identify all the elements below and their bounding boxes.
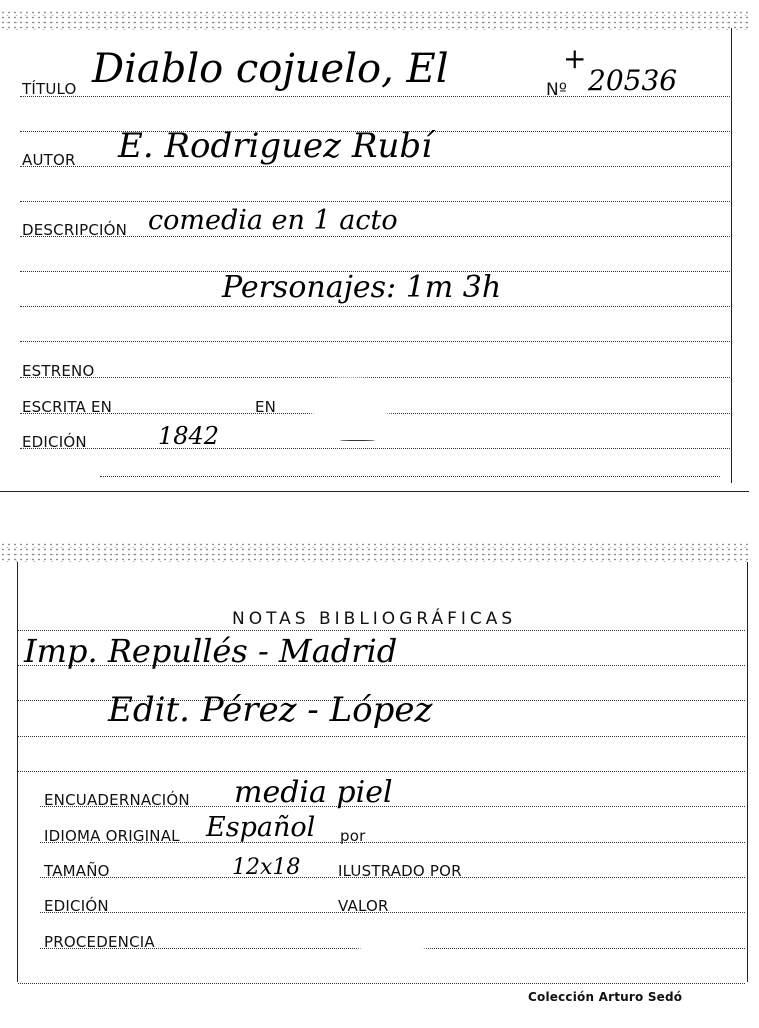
bottom-card-edge-noise: [0, 542, 749, 562]
encuadernacion-label: ENCUADERNACIÓN: [44, 791, 190, 809]
por-label: por: [340, 827, 366, 845]
valor-label: VALOR: [338, 897, 389, 915]
rule-line: [18, 736, 745, 737]
en-label: EN: [255, 398, 277, 416]
erased-mark: [315, 380, 385, 442]
rule-line: [20, 201, 730, 202]
stroke-mark: [340, 440, 375, 441]
ilustrado-label: ILUSTRADO POR: [338, 862, 462, 880]
personajes-value: Personajes: 1m 3h: [222, 270, 502, 305]
edicion-label: EDICIÓN: [44, 897, 109, 915]
encuadernacion-value: media piel: [234, 775, 393, 810]
notas-heading: NOTAS BIBLIOGRÁFICAS: [232, 609, 517, 629]
descripcion-value: comedia en 1 acto: [148, 205, 398, 236]
idioma-label: IDIOMA ORIGINAL: [44, 827, 180, 845]
tamano-label: TAMAÑO: [44, 862, 110, 880]
edicion-label: EDICIÓN: [22, 433, 87, 451]
tamano-value: 12x18: [232, 855, 301, 880]
autor-line: [20, 166, 730, 167]
collection-footer: Colección Arturo Sedó: [528, 990, 683, 1004]
erased-mark: [362, 925, 422, 975]
rule-line: [18, 983, 745, 984]
note-line-2-value: Edit. Pérez - López: [108, 690, 433, 730]
idioma-value: Español: [206, 812, 316, 843]
descripcion-label: DESCRIPCIÓN: [22, 221, 128, 239]
edicion-line: [40, 912, 745, 913]
notas-line: [18, 630, 745, 631]
top-card-bottom-border: [0, 491, 749, 492]
titulo-label: TÍTULO: [22, 80, 77, 98]
note-line-1-value: Imp. Repullés - Madrid: [24, 632, 398, 670]
rule-line: [20, 341, 730, 342]
rule-line: [18, 771, 745, 772]
numero-mark: +: [563, 42, 587, 75]
estreno-line: [20, 377, 730, 378]
numero-label: Nº: [546, 80, 568, 100]
escrita-label: ESCRITA EN: [22, 398, 113, 416]
estreno-label: ESTRENO: [22, 362, 95, 380]
titulo-value: Diablo cojuelo, El: [92, 46, 449, 92]
autor-label: AUTOR: [22, 151, 76, 169]
rule-line: [100, 476, 720, 477]
autor-value: E. Rodriguez Rubí: [118, 126, 433, 166]
rule-line: [20, 306, 730, 307]
top-card-edge-noise: [0, 10, 749, 30]
edicion-line: [20, 448, 730, 449]
numero-value: 20536: [588, 64, 678, 97]
edicion-value: 1842: [158, 422, 220, 450]
procedencia-label: PROCEDENCIA: [44, 933, 155, 951]
